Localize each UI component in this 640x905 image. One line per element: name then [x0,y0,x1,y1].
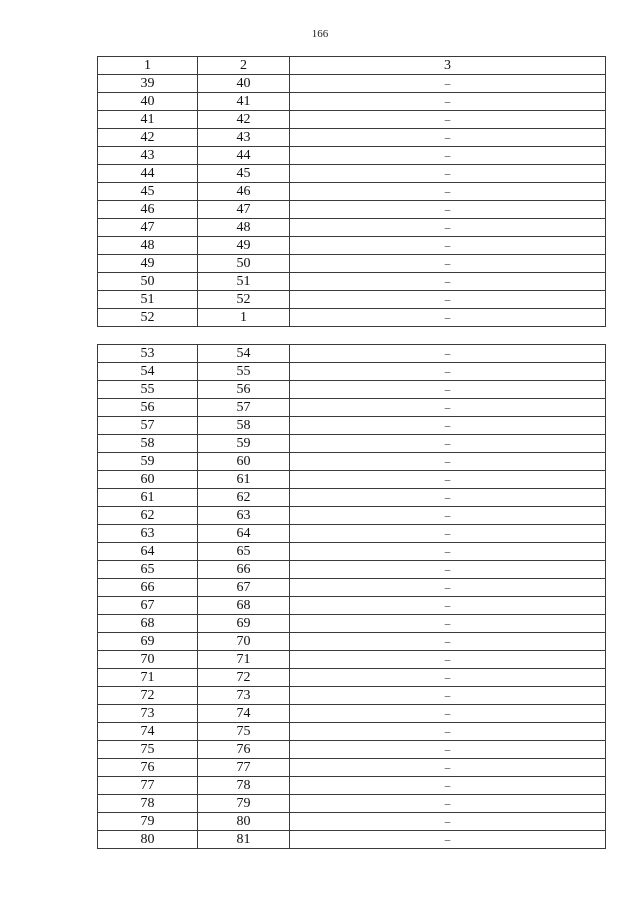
table-cell-col3: – [290,183,606,201]
table-row [98,345,606,363]
table-cell-col3: – [290,75,606,93]
table-row [98,669,606,687]
table-row [98,417,606,435]
table-cell-col2: 69 [198,615,290,633]
table-row [98,147,606,165]
table-cell-col1: 77 [98,777,198,795]
table-cell-col2: 41 [198,93,290,111]
table-cell-col1: 54 [98,363,198,381]
column-header-3: 3 [290,57,606,75]
table-cell-col3: – [290,417,606,435]
table-cell-col2: 72 [198,669,290,687]
table-cell-col3: – [290,615,606,633]
table-row [98,615,606,633]
table-cell-col2: 70 [198,633,290,651]
table-row [98,651,606,669]
table-row [98,579,606,597]
table-row [98,165,606,183]
table-cell-col2: 61 [198,471,290,489]
table-cell-col3: – [290,759,606,777]
table-row [98,291,606,309]
table-row [98,633,606,651]
table-row [98,831,606,849]
table-cell-col3: – [290,219,606,237]
table-cell-col2: 63 [198,507,290,525]
table-cell-col3: – [290,831,606,849]
table-cell-col2: 45 [198,165,290,183]
table-row [98,399,606,417]
table-row [98,471,606,489]
table-cell-col3: – [290,399,606,417]
table-cell-col2: 71 [198,651,290,669]
table-cell-col3: – [290,597,606,615]
table-cell-col1: 53 [98,345,198,363]
table-row [98,507,606,525]
table-cell-col3: – [290,345,606,363]
table-cell-col3: – [290,561,606,579]
table-row [98,453,606,471]
table-cell-col3: – [290,363,606,381]
table-cell-col2: 79 [198,795,290,813]
table-cell-col1: 40 [98,93,198,111]
table-cell-col2: 68 [198,597,290,615]
table-cell-col3: – [290,165,606,183]
table-row [98,813,606,831]
table-cell-col1: 64 [98,543,198,561]
table-cell-col3: – [290,453,606,471]
table-row [98,777,606,795]
table-cell-col1: 43 [98,147,198,165]
table-row [98,525,606,543]
table-cell-col1: 60 [98,471,198,489]
table-cell-col2: 44 [198,147,290,165]
table-cell-col3: – [290,705,606,723]
table-cell-col1: 41 [98,111,198,129]
table-cell-col2: 46 [198,183,290,201]
table-body [98,75,606,849]
table-cell-col1: 72 [98,687,198,705]
table-cell-col3: – [290,723,606,741]
table-cell-col2: 64 [198,525,290,543]
table-cell-col3: – [290,777,606,795]
table-cell-col2: 43 [198,129,290,147]
table-row [98,543,606,561]
table-cell-col2: 76 [198,741,290,759]
table-cell-col3: – [290,795,606,813]
table-cell-col3: – [290,111,606,129]
table-cell-col3: – [290,489,606,507]
table-cell-col3: – [290,255,606,273]
table-cell-col3: – [290,651,606,669]
data-table [97,56,606,849]
table-cell-col1: 44 [98,165,198,183]
table-row [98,111,606,129]
table-cell-col1: 47 [98,219,198,237]
table-cell-col2: 42 [198,111,290,129]
table-cell-col1: 71 [98,669,198,687]
table-cell-col1: 69 [98,633,198,651]
table-cell-col1: 45 [98,183,198,201]
table-cell-col1: 75 [98,741,198,759]
table-cell-col1: 66 [98,579,198,597]
table-cell-col2: 60 [198,453,290,471]
table-cell-col3: – [290,309,606,327]
table-cell-col3: – [290,741,606,759]
table-cell-col1: 62 [98,507,198,525]
table-cell-col3: – [290,129,606,147]
table-cell-col1: 70 [98,651,198,669]
table-cell-col3: – [290,543,606,561]
table-cell-col2: 55 [198,363,290,381]
table-cell-col3: – [290,237,606,255]
table-row [98,219,606,237]
table-cell-col3: – [290,93,606,111]
table-cell-col2: 73 [198,687,290,705]
table-cell-col2: 66 [198,561,290,579]
table-row [98,309,606,327]
table-cell-col1: 80 [98,831,198,849]
table-row [98,435,606,453]
table-cell-col2: 81 [198,831,290,849]
table-cell-col3: – [290,147,606,165]
table-cell-col1: 79 [98,813,198,831]
table-row [98,489,606,507]
table-row [98,363,606,381]
table-cell-col2: 67 [198,579,290,597]
table-cell-col1: 55 [98,381,198,399]
table-cell-col2: 77 [198,759,290,777]
table-row [98,741,606,759]
table-cell-col2: 50 [198,255,290,273]
page-number: 166 [311,28,329,40]
table-cell-col1: 51 [98,291,198,309]
table-cell-col2: 75 [198,723,290,741]
table-row [98,687,606,705]
table-cell-col1: 50 [98,273,198,291]
table-cell-col1: 76 [98,759,198,777]
table-cell-col2: 1 [198,309,290,327]
table-cell-col1: 63 [98,525,198,543]
table-cell-col1: 49 [98,255,198,273]
table-cell-col1: 78 [98,795,198,813]
table-cell-col2: 40 [198,75,290,93]
table-cell-col2: 57 [198,399,290,417]
table-cell-col2: 56 [198,381,290,399]
table-row [98,183,606,201]
table-cell-col3: – [290,201,606,219]
table-cell-col1: 39 [98,75,198,93]
table-row [98,255,606,273]
table-cell-col3: – [290,507,606,525]
table-row [98,381,606,399]
table-cell-col2: 62 [198,489,290,507]
column-header-1: 1 [98,57,198,75]
table-cell-col1: 59 [98,453,198,471]
table-cell-col2: 74 [198,705,290,723]
table-row [98,93,606,111]
table-cell-col2: 80 [198,813,290,831]
table-cell-col1: 57 [98,417,198,435]
table-cell-col2: 78 [198,777,290,795]
table-cell-col3: – [290,435,606,453]
table-row [98,795,606,813]
table-cell-col3: – [290,381,606,399]
table-cell-col1: 73 [98,705,198,723]
table-cell-col1: 56 [98,399,198,417]
table-row [98,201,606,219]
table-row [98,129,606,147]
table-cell-col3: – [290,579,606,597]
table-cell-col3: – [290,813,606,831]
table-cell-col3: – [290,669,606,687]
table-row [98,759,606,777]
table-row [98,705,606,723]
table-cell-col2: 65 [198,543,290,561]
table-cell-col3: – [290,633,606,651]
table-cell-col2: 49 [198,237,290,255]
table-cell-col2: 59 [198,435,290,453]
table-cell-col3: – [290,291,606,309]
table-cell-col1: 46 [98,201,198,219]
table-row [98,273,606,291]
table-cell-col1: 58 [98,435,198,453]
table-cell-col1: 61 [98,489,198,507]
table-header-row [98,57,606,75]
table-cell-col1: 65 [98,561,198,579]
table-cell-col3: – [290,273,606,291]
table-gap-cell [98,327,606,345]
column-header-2: 2 [198,57,290,75]
table-cell-col2: 48 [198,219,290,237]
table-row [98,237,606,255]
table-row [98,561,606,579]
table-cell-col1: 67 [98,597,198,615]
table-cell-col2: 54 [198,345,290,363]
table-cell-col3: – [290,471,606,489]
table-row [98,75,606,93]
table-cell-col1: 48 [98,237,198,255]
table-cell-col3: – [290,525,606,543]
table-row [98,597,606,615]
table-cell-col3: – [290,687,606,705]
table-cell-col2: 51 [198,273,290,291]
table-cell-col1: 42 [98,129,198,147]
table-cell-col2: 47 [198,201,290,219]
table-cell-col1: 52 [98,309,198,327]
table-cell-col1: 74 [98,723,198,741]
table-cell-col1: 68 [98,615,198,633]
table-cell-col2: 52 [198,291,290,309]
table-row [98,723,606,741]
table-cell-col2: 58 [198,417,290,435]
table-gap-row [98,327,606,345]
